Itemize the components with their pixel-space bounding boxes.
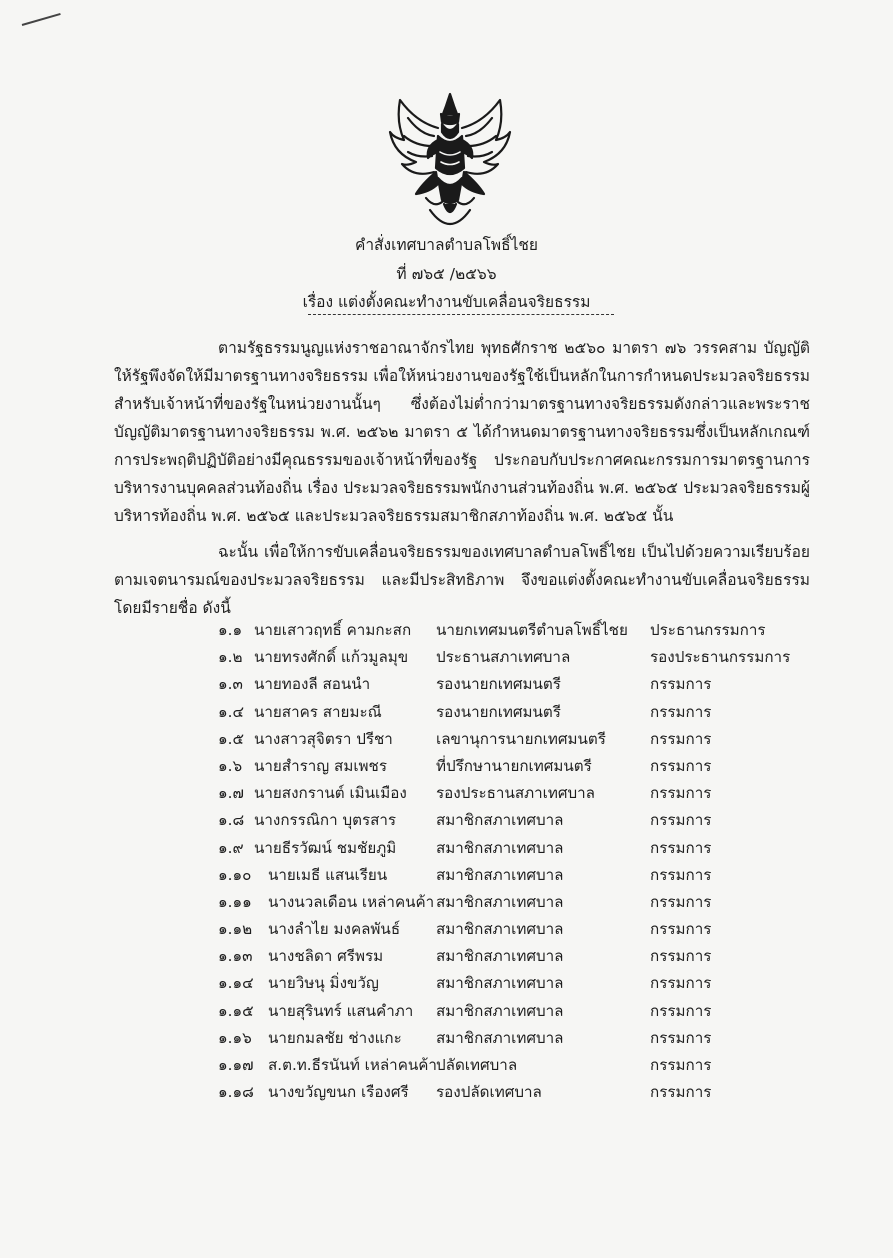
member-name: นายสงกรานต์ เมินเมือง — [254, 784, 407, 803]
member-row — [218, 917, 818, 944]
member-number: ๑.๔ — [218, 702, 244, 721]
member-name: นายเสาวฤทธิ์ คามกะสก — [254, 621, 412, 639]
member-position: สมาชิกสภาเทศบาล — [436, 920, 564, 939]
member-role: กรรมการ — [650, 838, 712, 857]
member-row — [218, 836, 818, 863]
member-number: ๑.๑๖ — [218, 1028, 252, 1047]
member-number: ๑.๑๘ — [218, 1083, 254, 1102]
paragraph-appointment — [114, 538, 810, 622]
garuda-emblem-icon — [386, 92, 514, 226]
member-position: รองนายกเทศมนตรี — [436, 675, 561, 694]
member-name: นายสาคร สายมะณี — [254, 702, 382, 721]
order-subject: เรื่อง แต่งตั้งคณะทำงานขับเคลื่อนจริยธรรม — [302, 293, 591, 311]
member-name: นายธีรวัฒน์ ชมชัยภูมิ — [254, 838, 397, 857]
member-role: กรรมการ — [650, 1001, 712, 1020]
member-position: สมาชิกสภาเทศบาล — [436, 865, 564, 884]
member-number: ๑.๑๔ — [218, 974, 254, 993]
member-row — [218, 999, 818, 1026]
member-position: สมาชิกสภาเทศบาล — [436, 811, 564, 830]
member-number: ๑.๑๑ — [218, 892, 252, 911]
member-role: กรรมการ — [650, 702, 712, 721]
member-number: ๑.๓ — [218, 675, 243, 694]
member-position: สมาชิกสภาเทศบาล — [436, 947, 564, 966]
member-number: ๑.๑๐ — [218, 865, 252, 884]
member-position: รองประธานสภาเทศบาล — [436, 784, 595, 803]
member-number: ๑.๗ — [218, 784, 244, 803]
member-name: ส.ต.ท.ธีรนันท์ เหล่าคนค้า — [268, 1056, 437, 1074]
member-position: นายกเทศมนตรีตำบลโพธิ์ไชย — [436, 621, 628, 639]
member-position: รองปลัดเทศบาล — [436, 1083, 542, 1102]
member-name: นายทรงศักดิ์ แก้วมูลมุข — [254, 648, 409, 667]
member-position: สมาชิกสภาเทศบาล — [436, 1028, 564, 1047]
member-list — [218, 618, 818, 1107]
member-position: สมาชิกสภาเทศบาล — [436, 892, 564, 911]
member-row — [218, 808, 818, 835]
member-row — [218, 1026, 818, 1053]
member-name: นางกรรณิกา บุตรสาร — [254, 811, 397, 830]
member-name: นางขวัญขนก เรืองศรี — [268, 1083, 409, 1102]
member-number: ๑.๘ — [218, 811, 245, 830]
member-name: นางนวลเดือน เหล่าคนค้า — [268, 892, 435, 911]
member-role: กรรมการ — [650, 974, 712, 993]
paragraph-legal-basis-text: ตามรัฐธรรมนูญแห่งราชอาณาจักรไทย พุทธศักราช ๒๕๖๐ มาตรา ๗๖ วรรคสาม บัญญัติให้รัฐพึงจัดให้มีมาตรฐานทางจริยธรรม เพื่อให้หน่วยงานของรัฐใช้เป็นหลักในการกำหนดประมวลจริยธรรมสำหรับเจ้าหน้าที่ของรัฐในหน่วยงานนั้นๆ ซึ่งต้องไม่ต่ำกว่ามาตรฐานทางจริยธรรมดังกล่าวและพระราชบัญญัติมาตรฐานทางจริยธรรม พ.ศ. ๒๕๖๒ มาตรา ๕ ได้กำหนดมาตรฐานทางจริยธรรมซึ่งเป็นหลักเกณฑ์การประพฤติปฏิบัติอย่างมีคุณธรรมของเจ้าหน้าที่ของรัฐ ประกอบกับประกาศคณะกรรมการมาตรฐานการบริหารงานบุคคลส่วนท้องถิ่น เรื่อง ประมวลจริยธรรมพนักงานส่วนท้องถิ่น พ.ศ. ๒๕๖๕ ประมวลจริยธรรมผู้บริหารท้องถิ่น พ.ศ. ๒๕๖๕ และประมวลจริยธรรมสมาชิกสภาท้องถิ่น พ.ศ. ๒๕๖๕ นั้น — [114, 339, 810, 525]
member-position: สมาชิกสภาเทศบาล — [436, 974, 564, 993]
member-position: รองนายกเทศมนตรี — [436, 702, 561, 721]
member-row — [218, 700, 818, 727]
member-row — [218, 863, 818, 890]
member-role: กรรมการ — [650, 947, 712, 966]
member-position: สมาชิกสภาเทศบาล — [436, 1001, 564, 1020]
member-row — [218, 1080, 818, 1107]
member-position: ปลัดเทศบาล — [436, 1056, 518, 1074]
paragraph-appointment-text: ฉะนั้น เพื่อให้การขับเคลื่อนจริยธรรมของเทศบาลตำบลโพธิ์ไชย เป็นไปด้วยความเรียบร้อยตามเจตนารมณ์ของประมวลจริยธรรม และมีประสิทธิภาพ จึงขอแต่งตั้งคณะทำงานขับเคลื่อนจริยธรรม โดยมีรายชื่อ ดังนี้ — [114, 543, 810, 617]
member-name: นายวิษนุ มิ่งขวัญ — [268, 974, 379, 993]
order-issuer: คำสั่งเทศบาลตำบลโพธิ์ไชย — [354, 236, 538, 254]
member-row — [218, 781, 818, 808]
member-role: กรรมการ — [650, 892, 712, 911]
member-role: กรรมการ — [650, 675, 712, 694]
member-name: นายกมลชัย ช่างแกะ — [268, 1028, 402, 1047]
member-row — [218, 754, 818, 781]
member-row — [218, 618, 818, 645]
member-name: นายทองลี สอนนำ — [254, 675, 371, 694]
member-name: นายเมธี แสนเรียน — [268, 865, 388, 884]
member-role: กรรมการ — [650, 1028, 712, 1047]
member-role: กรรมการ — [650, 1056, 712, 1074]
divider-line — [308, 314, 614, 315]
member-row — [218, 890, 818, 917]
member-number: ๑.๒ — [218, 648, 243, 667]
member-name: นายสุรินทร์ แสนคำภา — [268, 1001, 414, 1020]
member-role: กรรมการ — [650, 1083, 712, 1102]
member-number: ๑.๙ — [218, 838, 244, 857]
member-row — [218, 727, 818, 754]
member-position: ประธานสภาเทศบาล — [436, 648, 571, 667]
member-number: ๑.๑ — [218, 621, 243, 639]
member-role: กรรมการ — [650, 920, 712, 939]
member-role: กรรมการ — [650, 811, 712, 830]
member-role: รองประธานกรรมการ — [650, 648, 791, 667]
member-number: ๑.๖ — [218, 756, 243, 775]
member-row — [218, 971, 818, 998]
member-role: กรรมการ — [650, 756, 712, 775]
paragraph-legal-basis — [114, 334, 810, 530]
member-role: กรรมการ — [650, 865, 712, 884]
pen-mark — [22, 13, 61, 26]
member-number: ๑.๑๒ — [218, 920, 253, 939]
member-name: นางชลิดา ศรีพรม — [268, 947, 384, 966]
member-number: ๑.๑๓ — [218, 947, 253, 966]
member-row — [218, 944, 818, 971]
member-name: นางลำไย มงคลพันธ์ — [268, 920, 401, 939]
member-number: ๑.๕ — [218, 729, 244, 748]
member-number: ๑.๑๗ — [218, 1056, 254, 1074]
member-name: นางสาวสุจิตรา ปรีชา — [254, 729, 393, 748]
member-name: นายสำราญ สมเพชร — [254, 756, 388, 775]
member-number: ๑.๑๕ — [218, 1001, 254, 1020]
member-role: ประธานกรรมการ — [650, 621, 766, 639]
member-position: ที่ปรึกษานายกเทศมนตรี — [436, 756, 592, 775]
member-row — [218, 1053, 818, 1080]
member-row — [218, 672, 818, 699]
order-number: ที่ ๗๖๕ /๒๕๖๖ — [396, 265, 497, 283]
member-position: สมาชิกสภาเทศบาล — [436, 838, 564, 857]
member-role: กรรมการ — [650, 729, 712, 748]
member-role: กรรมการ — [650, 784, 712, 803]
member-row — [218, 645, 818, 672]
member-position: เลขานุการนายกเทศมนตรี — [436, 729, 606, 748]
